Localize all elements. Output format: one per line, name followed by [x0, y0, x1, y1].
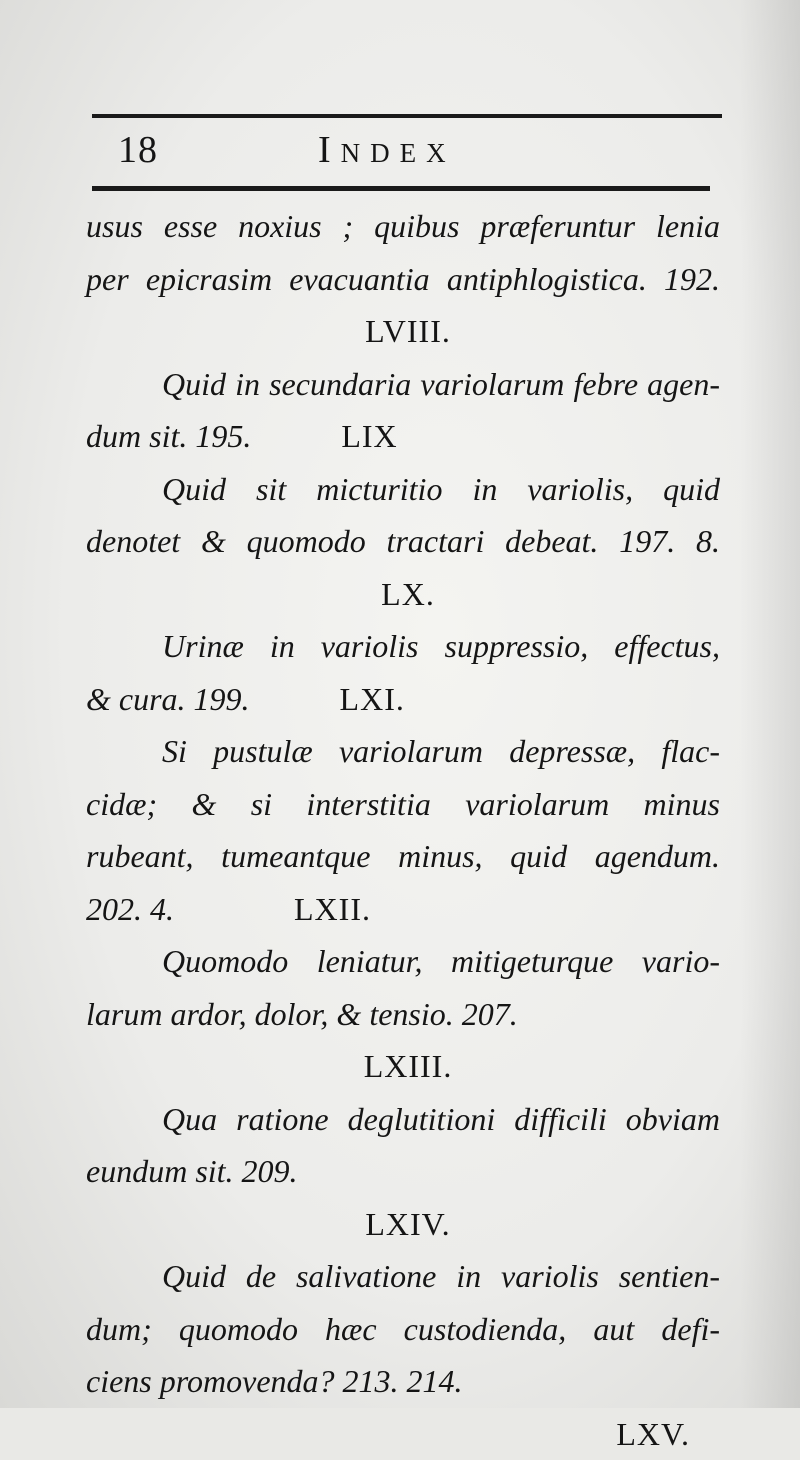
entry-line: [86, 883, 720, 936]
page-number: 18: [118, 128, 158, 172]
entry-line: usus esse noxius ; quibus præferuntur lenia: [86, 200, 720, 253]
section-numeral: LXIII.: [86, 1040, 720, 1093]
entry-line: Quid sit micturitio in variolis, quid: [86, 463, 720, 516]
entry-line: per epicrasim evacuantia antiphlogistica. 192.: [86, 253, 720, 306]
entry-line: Quid de salivatione in variolis sentien-: [86, 1250, 720, 1303]
entry-line: Qua ratione deglutitioni difficili obviam: [86, 1093, 720, 1146]
entry-text: 202. 4.: [86, 891, 174, 927]
entry-line: dum; quomodo hæc custodienda, aut defi-: [86, 1303, 720, 1356]
page-edge-shadow: [740, 0, 800, 1408]
entry-line: [86, 673, 720, 726]
entry-line: ciens promovenda? 213. 214.: [86, 1355, 720, 1408]
header-rule-bottom: [92, 186, 710, 191]
entry-line: larum ardor, dolor, & tensio. 207.: [86, 988, 720, 1041]
section-numeral: LXII.: [294, 891, 371, 927]
section-numeral: LXIV.: [86, 1198, 720, 1251]
section-numeral: LXI.: [340, 681, 405, 717]
entry-text: dum sit. 195.: [86, 418, 251, 454]
section-numeral: LIX: [341, 418, 397, 454]
entry-text: & cura. 199.: [86, 681, 250, 717]
entry-line: rubeant, tumeantque minus, quid agendum.: [86, 830, 720, 883]
entry-line: Urinæ in variolis suppressio, effectus,: [86, 620, 720, 673]
running-head: Index: [318, 128, 456, 172]
entry-line: eundum sit. 209.: [86, 1145, 720, 1198]
section-numeral: LX.: [86, 568, 720, 621]
entry-line: denotet & quomodo tractari debeat. 197. 8.: [86, 515, 720, 568]
index-entries: [86, 200, 720, 1460]
section-numeral: LVIII.: [86, 305, 720, 358]
entry-line: cidæ; & si interstitia variolarum minus: [86, 778, 720, 831]
header-rule-top: [92, 114, 722, 118]
entry-line: Quomodo leniatur, mitigeturque vario-: [86, 935, 720, 988]
entry-line: [86, 410, 720, 463]
entry-line: Quid in secundaria variolarum febre agen-: [86, 358, 720, 411]
entry-line: Si pustulæ variolarum depressæ, flac-: [86, 725, 720, 778]
section-numeral: LXV.: [86, 1408, 720, 1460]
